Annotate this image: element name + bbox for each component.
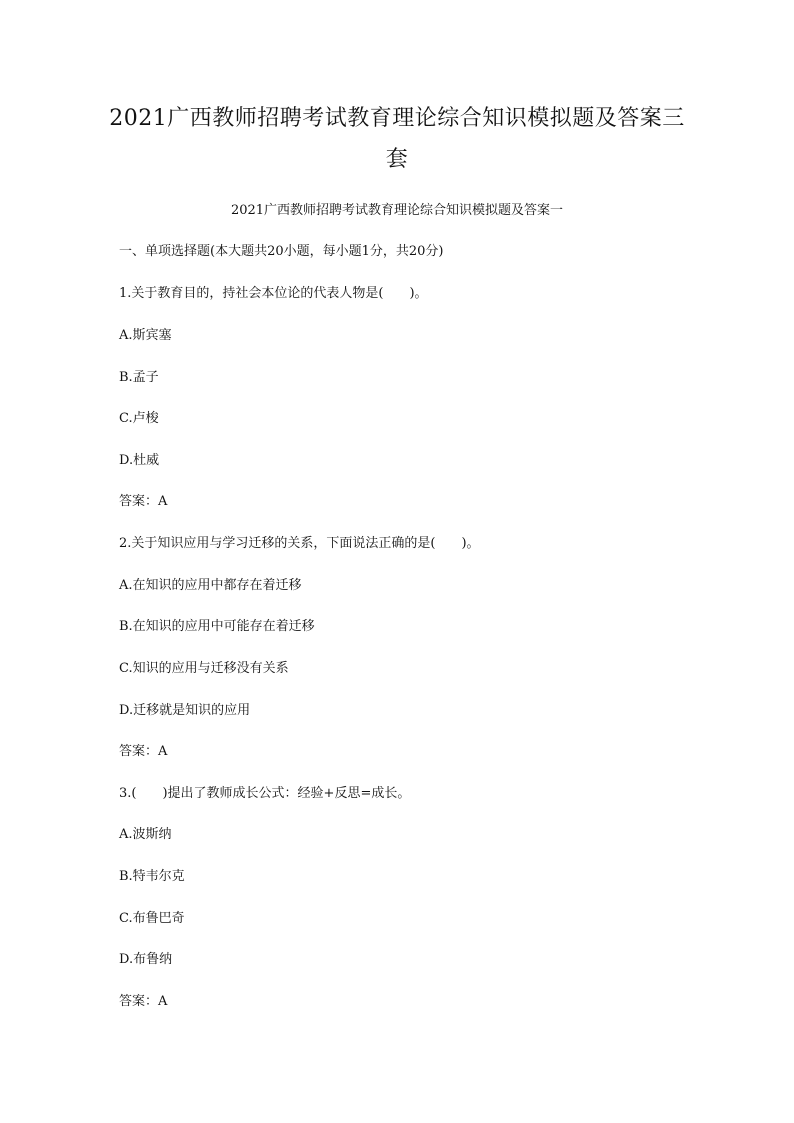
question-option: A.斯宾塞	[119, 328, 172, 343]
question-option: C.知识的应用与迁移没有关系	[119, 661, 289, 676]
question-option: C.卢梭	[119, 411, 159, 426]
question-option: B.孟子	[119, 370, 159, 385]
document-title-line2: 套	[385, 147, 409, 172]
section-heading: 一、单项选择题(本大题共20小题，每小题1分，共20分)	[119, 244, 444, 259]
question-option: B.在知识的应用中可能存在着迁移	[119, 619, 315, 634]
question-option: D.杜威	[119, 453, 160, 468]
question-answer: 答案：A	[119, 744, 168, 759]
question-stem: 2.关于知识应用与学习迁移的关系，下面说法正确的是( )。	[119, 536, 480, 551]
document-title-line1: 2021广西教师招聘考试教育理论综合知识模拟题及答案三	[109, 106, 685, 131]
document-subtitle: 2021广西教师招聘考试教育理论综合知识模拟题及答案一	[230, 203, 564, 218]
question-option: A.波斯纳	[119, 827, 172, 842]
question-answer: 答案：A	[119, 994, 168, 1009]
question-option: C.布鲁巴奇	[119, 911, 185, 926]
question-option: D.迁移就是知识的应用	[119, 703, 251, 718]
question-option: A.在知识的应用中都存在着迁移	[119, 578, 302, 593]
question-option: D.布鲁纳	[119, 952, 173, 967]
question-option: B.特韦尔克	[119, 869, 185, 884]
question-stem: 1.关于教育目的，持社会本位论的代表人物是( )。	[119, 286, 428, 301]
question-answer: 答案：A	[119, 494, 168, 509]
question-stem: 3.( )提出了教师成长公式：经验+反思=成长。	[119, 786, 411, 801]
